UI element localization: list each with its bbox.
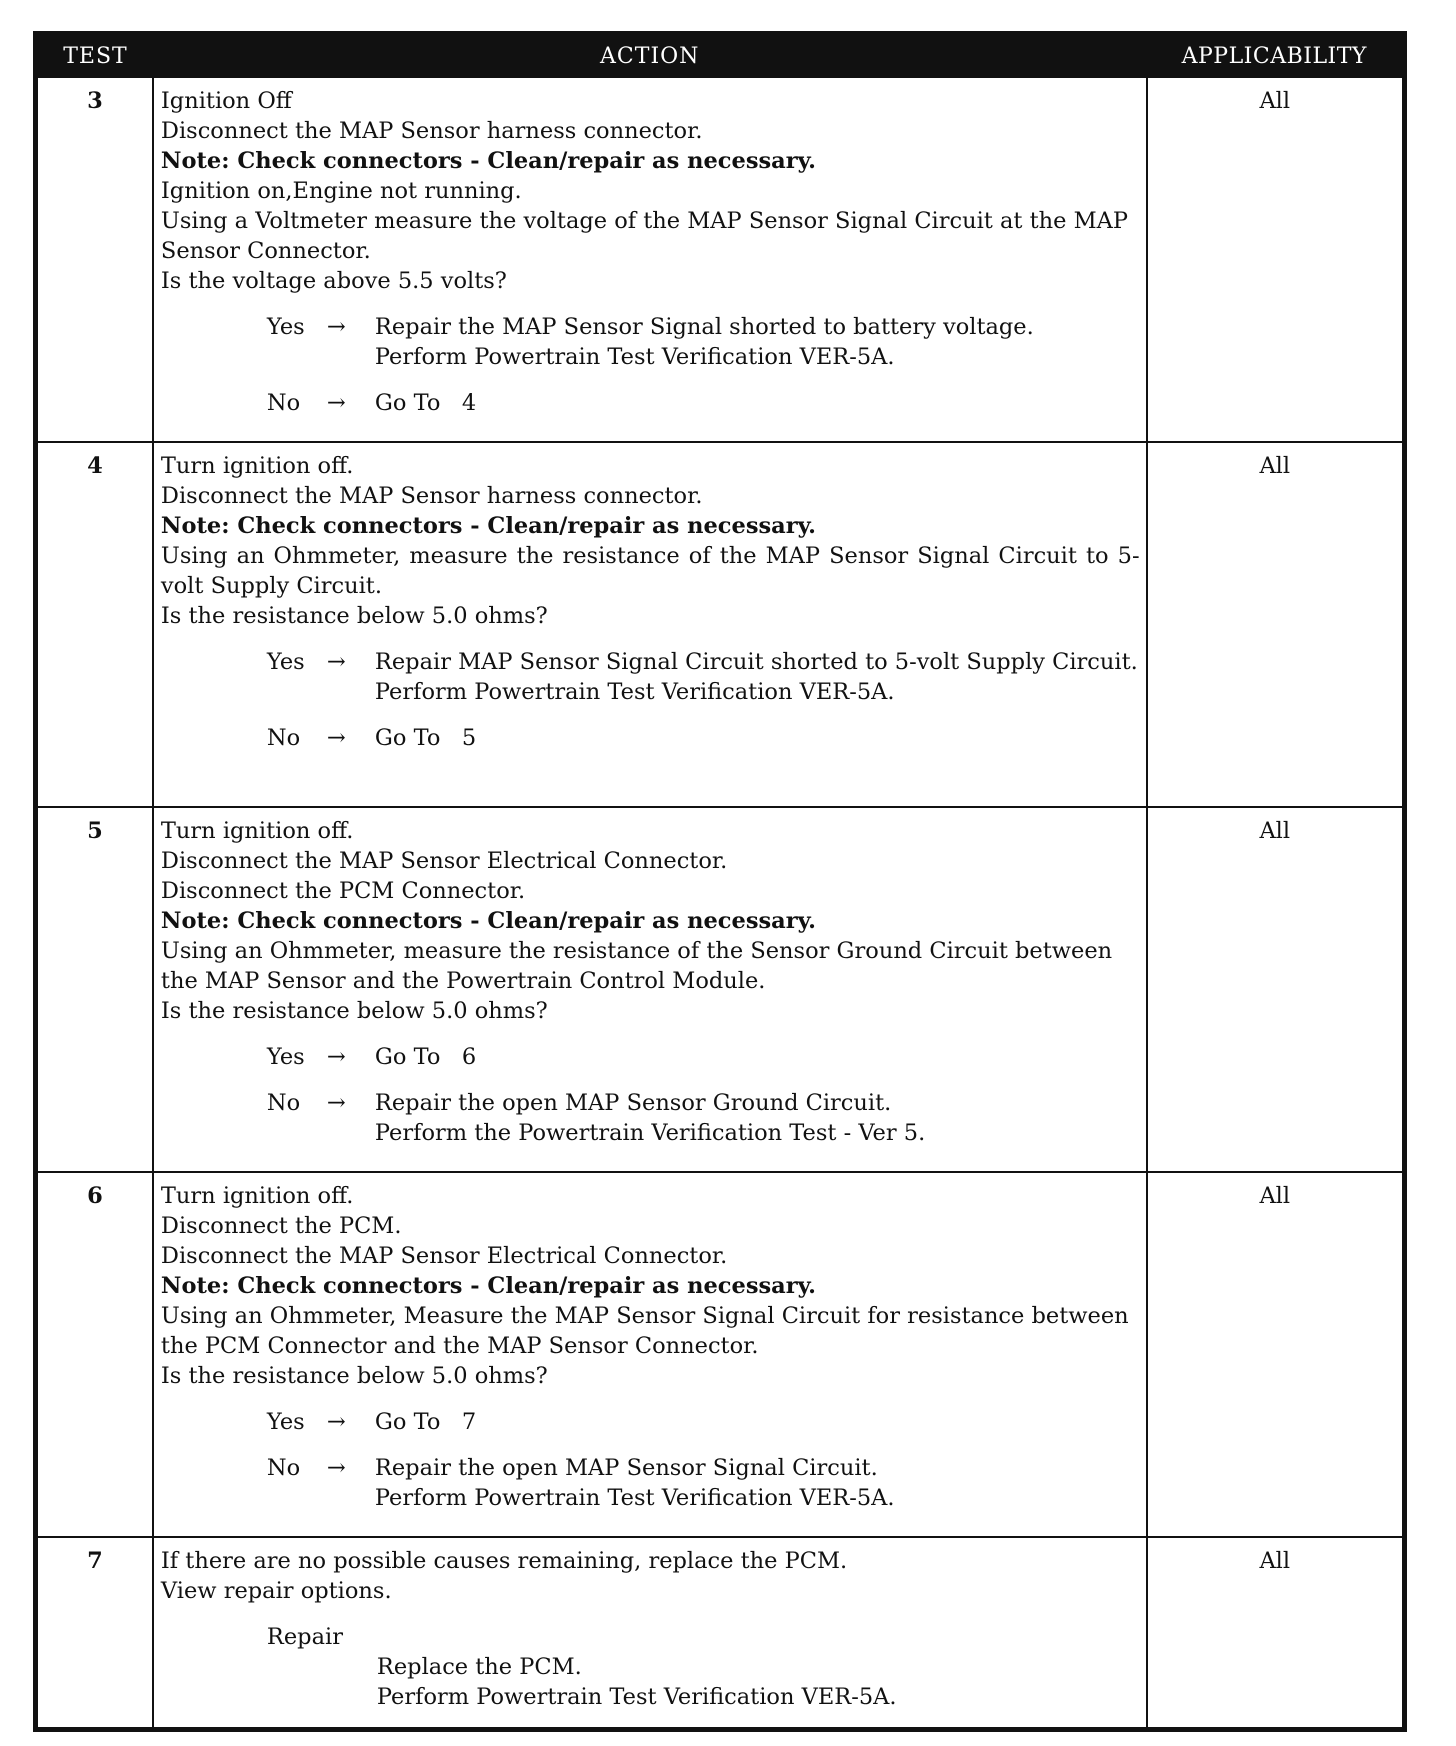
action-step: Disconnect the PCM Connector. (160, 878, 526, 904)
applicability-value: All (1147, 442, 1405, 807)
action-question: Is the resistance below 5.0 ohms? (160, 998, 548, 1024)
action-cell (153, 807, 1147, 1172)
repair-label: Repair (266, 1624, 343, 1650)
yes-option (267, 312, 1140, 372)
right-arrow-icon: → (326, 390, 346, 416)
no-result: Go To 5 (374, 725, 477, 751)
action-step: View repair options. (160, 1578, 392, 1604)
header-action: ACTION (153, 34, 1147, 78)
applicability-value: All (1147, 1172, 1405, 1537)
no-result: Perform Powertrain Test Verification VER-5A. (374, 1485, 895, 1511)
action-step: Disconnect the PCM. (160, 1213, 402, 1239)
right-arrow-icon: → (326, 725, 346, 751)
repair-step: Replace the PCM. (376, 1654, 582, 1680)
yes-label: Yes (266, 1409, 305, 1435)
yes-result: Perform Powertrain Test Verification VER-5A. (374, 344, 895, 370)
no-result: Repair the open MAP Sensor Ground Circuit. (374, 1090, 892, 1116)
action-step: Using an Ohmmeter, measure the resistance of the Sensor Ground Circuit between the MAP Sensor and the Powertrain Control Module. (160, 938, 1113, 994)
action-step: Using an Ohmmeter, measure the resistance of the MAP Sensor Signal Circuit to 5-volt Supply Circuit. (160, 543, 1140, 599)
diagnostic-test-table (33, 31, 1407, 1732)
table-row-test-5 (36, 807, 1405, 1172)
table-row-test-6 (36, 1172, 1405, 1537)
repair-options (161, 1622, 1140, 1712)
action-step: Disconnect the MAP Sensor Electrical Connector. (160, 848, 728, 874)
action-step: Turn ignition off. (160, 453, 354, 479)
yes-result: Perform Powertrain Test Verification VER-5A. (374, 679, 895, 705)
yes-result: Repair MAP Sensor Signal Circuit shorted to 5-volt Supply Circuit. (374, 649, 1138, 675)
action-step: Ignition Off (160, 88, 292, 114)
action-step: Turn ignition off. (160, 1183, 354, 1209)
applicability-value: All (1147, 77, 1405, 442)
right-arrow-icon: → (326, 314, 346, 340)
action-note: Note: Check connectors - Clean/repair as necessary. (160, 1273, 816, 1299)
no-option (267, 1088, 1140, 1148)
action-step: Disconnect the MAP Sensor Electrical Connector. (160, 1243, 728, 1269)
action-question: Is the voltage above 5.5 volts? (160, 268, 507, 294)
yes-option (267, 1042, 1140, 1072)
action-cell (153, 442, 1147, 807)
action-step: Turn ignition off. (160, 818, 354, 844)
answer-options (161, 1042, 1140, 1148)
right-arrow-icon: → (326, 1409, 346, 1435)
action-cell (153, 1537, 1147, 1729)
action-note: Note: Check connectors - Clean/repair as necessary. (160, 908, 816, 934)
no-option (267, 723, 1140, 753)
right-arrow-icon: → (326, 1044, 346, 1070)
no-option (267, 388, 1140, 418)
no-result: Repair the open MAP Sensor Signal Circuit. (374, 1455, 878, 1481)
table-header (36, 34, 1405, 78)
yes-result: Repair the MAP Sensor Signal shorted to battery voltage. (374, 314, 1034, 340)
yes-option (267, 647, 1140, 707)
action-question: Is the resistance below 5.0 ohms? (160, 1363, 548, 1389)
answer-options (161, 312, 1140, 418)
table-row-test-3 (36, 77, 1405, 442)
action-step: Using a Voltmeter measure the voltage of the MAP Sensor Signal Circuit at the MAP Sensor Connector. (160, 208, 1129, 264)
answer-options (161, 1407, 1140, 1513)
yes-option (267, 1407, 1140, 1437)
action-step: Ignition on,Engine not running. (160, 178, 522, 204)
action-cell (153, 77, 1147, 442)
no-result: Perform the Powertrain Verification Test - Ver 5. (374, 1120, 926, 1146)
action-question: Is the resistance below 5.0 ohms? (160, 603, 548, 629)
test-number: 4 (36, 442, 153, 807)
action-cell (153, 1172, 1147, 1537)
action-note: Note: Check connectors - Clean/repair as necessary. (160, 513, 816, 539)
test-number: 7 (36, 1537, 153, 1729)
yes-result: Go To 6 (374, 1044, 477, 1070)
right-arrow-icon: → (326, 1090, 346, 1116)
answer-options (161, 647, 1140, 753)
applicability-value: All (1147, 807, 1405, 1172)
header-applicability: APPLICABILITY (1147, 34, 1405, 78)
header-test: TEST (36, 34, 153, 78)
action-step: Using an Ohmmeter, Measure the MAP Sensor Signal Circuit for resistance between the PCM Connector and the MAP Sensor Connector. (160, 1303, 1129, 1359)
right-arrow-icon: → (326, 649, 346, 675)
yes-label: Yes (266, 1044, 305, 1070)
no-label: No (266, 1455, 301, 1481)
no-label: No (266, 725, 301, 751)
applicability-value: All (1147, 1537, 1405, 1729)
table-row-test-4 (36, 442, 1405, 807)
no-result: Go To 4 (374, 390, 477, 416)
action-step: Disconnect the MAP Sensor harness connector. (160, 483, 703, 509)
right-arrow-icon: → (326, 1455, 346, 1481)
test-number: 6 (36, 1172, 153, 1537)
yes-label: Yes (266, 314, 305, 340)
action-step: If there are no possible causes remaining, replace the PCM. (160, 1548, 848, 1574)
test-number: 5 (36, 807, 153, 1172)
diagnostic-table-sheet (33, 31, 1407, 1732)
test-number: 3 (36, 77, 153, 442)
table-row-test-7 (36, 1537, 1405, 1729)
yes-result: Go To 7 (374, 1409, 477, 1435)
action-step: Disconnect the MAP Sensor harness connector. (160, 118, 703, 144)
action-note: Note: Check connectors - Clean/repair as necessary. (160, 148, 816, 174)
repair-step: Perform Powertrain Test Verification VER-5A. (376, 1684, 897, 1710)
no-label: No (266, 390, 301, 416)
yes-label: Yes (266, 649, 305, 675)
no-option (267, 1453, 1140, 1513)
no-label: No (266, 1090, 301, 1116)
